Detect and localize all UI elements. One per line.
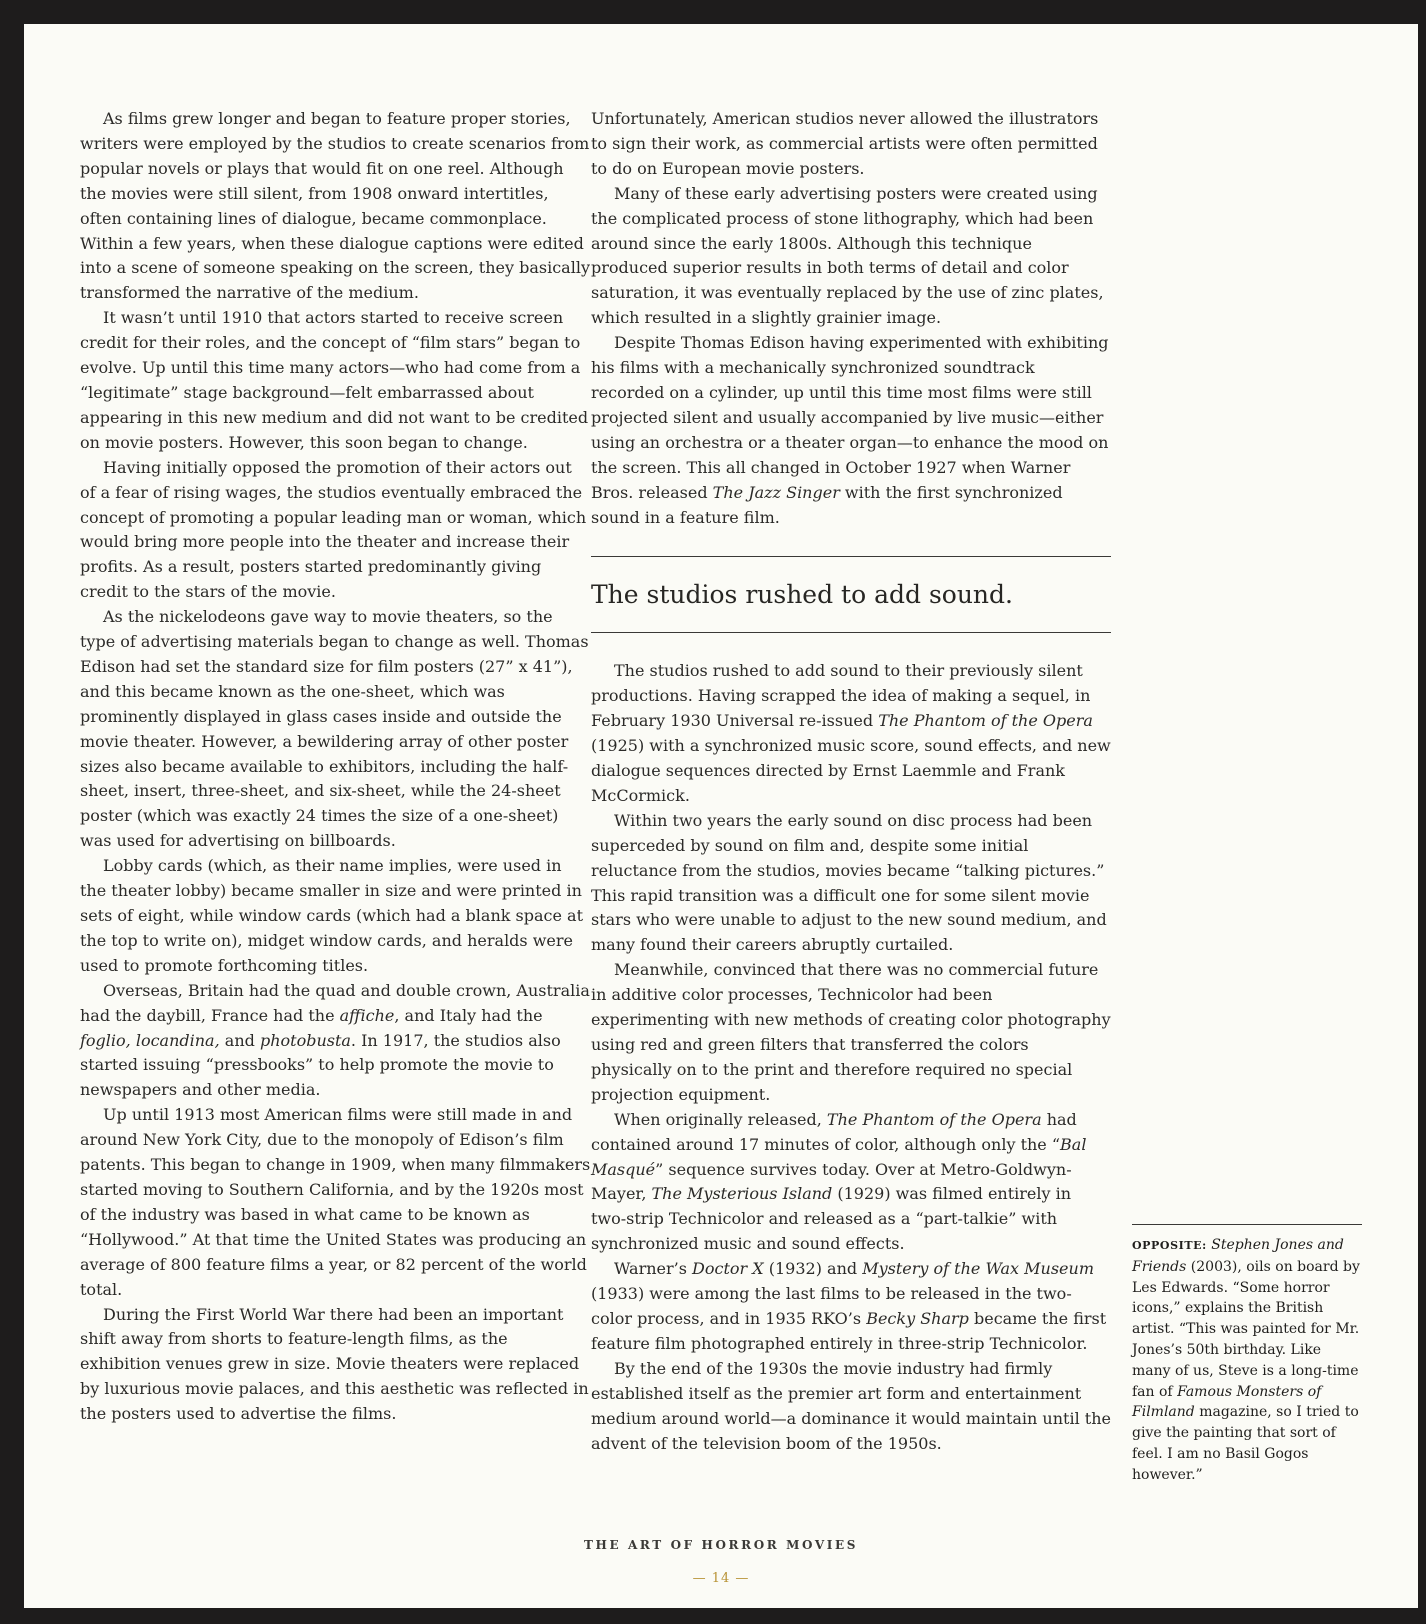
paragraph: Having initially opposed the promotion of their actors out of a fear of rising wages, the studios eventually embraced the concept of promoting a popular leading man or woman, which would bring more people into the theater and increase their profits. As a result, posters started predominantly giving credit to the stars of the movie. (80, 457, 587, 602)
film-title: The Phantom of the Opera (826, 1109, 1042, 1129)
paragraph: Many of these early advertising posters were created using the complicated process of stone lithography, which had been around since the early 1800s. Although this technique produced superior results in both terms of detail and color saturation, it was eventually replaced by the use of zinc plates, which resulted in a slightly grainier image. (591, 183, 1104, 328)
magazine-title: Famous Monsters of Filmland (1132, 1383, 1322, 1421)
paragraph (80, 979, 592, 1104)
text-span: The studios rushed to add sound to their previously silent productions. Having scrapped the idea of making a sequel, in February 1930 Universal re-issued (591, 661, 1091, 731)
page-number: — 14 — (692, 1571, 750, 1586)
text-span: (1933) were among the last films to be released in the two-color process, and in 1935 RKO’s (591, 1284, 1072, 1328)
running-footer-title: THE ART OF HORROR MOVIES (584, 1538, 858, 1552)
paragraph: Lobby cards (which, as their name implies, were used in the theater lobby) became smaller in size and were printed in sets of eight, while window cards (which had a blank space at the top to write on), midget window cards, and heralds were used to promote forthcoming titles. (80, 856, 583, 975)
text-span: and (219, 1030, 260, 1050)
italic-term: photobusta (259, 1030, 351, 1050)
paragraph: During the First World War there had been an important shift away from shorts to feature-length films, as the exhibition venues grew in size. Movie theaters were replaced by luxurious movie palaces, and this aesthetic was reflected in the posters used to advertise the films. (80, 1304, 589, 1424)
paragraph: As the nickelodeons gave way to movie theaters, so the type of advertising materials began to change as well. Thomas Edison had set the standard size for film posters (27” x 41”), and this became known as the one-sheet, which was prominently displayed in glass cases inside and outside the movie theater. However, a bewildering array of other poster sizes also became available to exhibitors, including the half-sheet, insert, three-sheet, and six-sheet, while the 24-sheet poster (which was exactly 24 times the size of a one-sheet) was used for advertising on billboards. (80, 607, 589, 851)
paragraph: As films grew longer and began to feature proper stories, writers were employed by the studios to create scenarios from popular novels or plays that would fit on one reel. Although the movies were still silent, from 1908 onward intertitles, often containing lines of dialogue, became commonplace. Within a few years, when these dialogue captions were edited into a scene of someone speaking on the screen, they basically transformed the narrative of the medium. (80, 109, 590, 303)
text-span: Despite Thomas Edison having experimented with exhibiting his films with a mechanically synchronized soundtrack recorded on a cylinder, up until this time most films were still projected silent and usually accompanied by live music—either using an orchestra or a theater organ—to enhance the mood on the screen. This all changed in October 1927 when Warner Bros. released (591, 333, 1109, 502)
film-title: The Phantom of the Opera (878, 711, 1093, 731)
paragraph: Up until 1913 most American films were still made in and around New York City, due to the monopoly of Edison’s film patents. This began to change in 1909, when many filmmakers started moving to Southern California, and by the 1920s most of the industry was based in what came to be known as “Hollywood.” At that time the United States was producing an average of 800 feature films a year, or 82 percent of the world total. (80, 1105, 591, 1299)
text-span: (1925) with a synchronized music score, sound effects, and new dialogue sequences directed by Ernst Laemmle and Frank McCormick. (591, 736, 1111, 805)
paragraph: By the end of the 1930s the movie industry had firmly established itself as the premier art form and entertainment medium around world—a dominance it would maintain until the advent of the television boom of the 1950s. (591, 1358, 1111, 1453)
film-title: The Jazz Singer (712, 482, 840, 502)
text-span: . In 1917, the studios also started issuing “pressbooks” to help promote the movie to newspapers and other media. (80, 1030, 561, 1100)
paragraph: Meanwhile, convinced that there was no commercial future in additive color processes, Technicolor had been experimenting with new methods of creating color photography using red and green filters that transferred the colors physically on to the print and therefore required no special projection equipment. (591, 960, 1111, 1104)
paragraph: It wasn’t until 1910 that actors started to receive screen credit for their roles, and the concept of “film stars” began to evolve. Up until this time many actors—who had come from a “legitimate” stage background—felt embarrassed about appearing in this new medium and did not want to be credited on movie posters. However, this soon began to change. (80, 308, 589, 452)
film-title: Doctor X (692, 1259, 764, 1279)
text-span: Overseas, Britain had the quad and double crown, Australia had the daybill, France had the (80, 980, 590, 1025)
text-span: (1932) and (763, 1259, 863, 1279)
paragraph: Within two years the early sound on disc process had been superceded by sound on film and, despite some initial reluctance from the studios, movies became “talking pictures.” This rapid transition was a difficult one for some silent movie stars who were unable to adjust to the new sound medium, and many found their careers abruptly curtailed. (591, 810, 1107, 955)
text-span: had contained around 17 minutes of color, although only the “ (591, 1109, 1077, 1154)
text-span: became the first feature film photographed entirely in three-strip Technicolor. (591, 1308, 1107, 1353)
middle-column (591, 107, 1111, 1456)
text-span: ” sequence survives today. Over at Metro-Goldwyn-Mayer, (591, 1159, 1072, 1204)
spacer (591, 633, 1111, 659)
film-title: Becky Sharp (866, 1308, 969, 1328)
caption-text: magazine, so I tried to give the painting that sort of feel. I am no Basil Gogos however.” (1132, 1404, 1359, 1483)
image-caption (1132, 1224, 1362, 1486)
film-title: Mystery of the Wax Museum (862, 1259, 1094, 1279)
book-page (24, 24, 1418, 1608)
film-title: Bal Masqué (591, 1134, 1087, 1179)
paragraph: Unfortunately, American studios never allowed the illustrators to sign their work, as commercial artists were often permitted to do on European movie posters. (591, 109, 1099, 178)
text-span: with the first synchronized sound in a feature film. (591, 482, 1063, 527)
italic-term: foglio, locandina, (80, 1030, 220, 1050)
text-span: When originally released, (614, 1109, 827, 1129)
paragraph (591, 659, 1111, 808)
caption-text: (2003), oils on board by Les Edwards. “Some horror icons,” explains the British artist. “This was painted for Mr. Jones’s 50th birthday. Like many of us, Steve is a long-time fan of (1132, 1258, 1360, 1400)
paragraph (591, 331, 1111, 530)
spacer (591, 530, 1111, 556)
section-heading: The studios rushed to add sound. (591, 580, 1013, 610)
film-title: The Mysterious Island (651, 1184, 833, 1204)
text-span: Warner’s (614, 1259, 693, 1279)
left-column (80, 107, 592, 1427)
caption-label: OPPOSITE: (1132, 1239, 1207, 1252)
paragraph (591, 1108, 1111, 1257)
text-span: (1929) was filmed entirely in two-strip Technicolor and released as a “part-talkie” with synchronized music and sound effects. (591, 1184, 1072, 1254)
text-span: , and Italy had the (394, 1005, 543, 1025)
artwork-title: Stephen Jones and Friends (1132, 1237, 1344, 1275)
italic-term: affiche (339, 1005, 395, 1025)
paragraph (591, 1257, 1111, 1357)
